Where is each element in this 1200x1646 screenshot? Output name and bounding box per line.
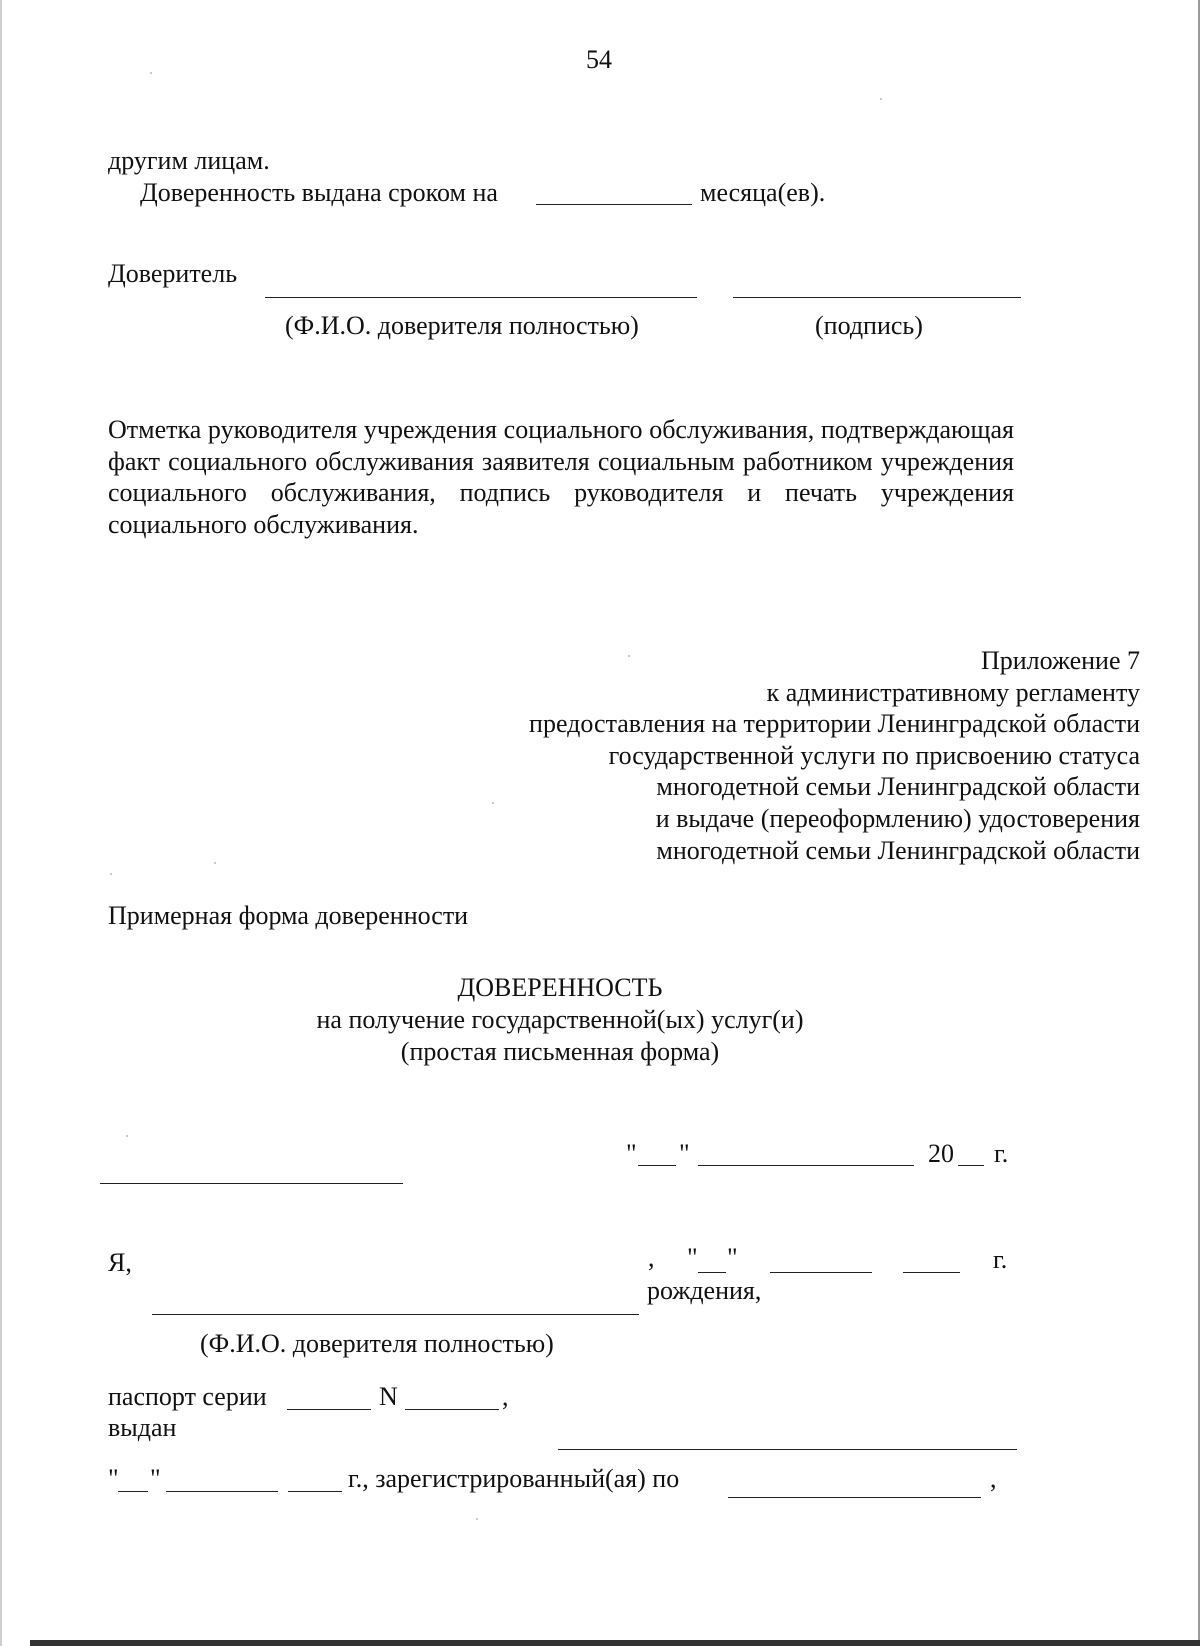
text-others: другим лицам. — [108, 146, 270, 175]
principal-fio-blank[interactable] — [265, 297, 697, 298]
scan-speck — [214, 862, 216, 864]
birth-month-blank[interactable] — [770, 1272, 872, 1273]
registration-end-comma: , — [990, 1464, 997, 1493]
document-title: ДОВЕРЕННОСТЬ — [457, 973, 663, 1002]
social-service-note: Отметка руководителя учреждения социального обслуживания, подтверждающая факт социального обслуживания заявителя социальным работником учреждения социального обслуживания, подпись руководителя и печать учреждения социального обслуживания. — [108, 415, 1014, 539]
identity-i-label: Я, — [108, 1248, 132, 1277]
text-term-prefix: Доверенность выдана сроком на — [140, 178, 498, 207]
principal-signature-blank[interactable] — [733, 297, 1021, 298]
issue-year-blank[interactable] — [288, 1491, 342, 1492]
principal-fio-caption: (Ф.И.О. доверителя полностью) — [285, 311, 639, 340]
registration-address-blank[interactable] — [728, 1497, 981, 1498]
issue-month-blank[interactable] — [166, 1491, 278, 1492]
passport-issued-blank[interactable] — [558, 1449, 1017, 1450]
identity-fio-blank[interactable] — [152, 1314, 639, 1315]
registration-text: г., зарегистрированный(ая) по — [348, 1464, 680, 1493]
annex-line: государственной услуги по присвоению статуса — [608, 740, 1140, 770]
birth-year-suffix: г. — [993, 1245, 1008, 1274]
issue-quote-open: " — [108, 1464, 119, 1493]
form-label: Примерная форма доверенности — [108, 901, 469, 930]
text-term-suffix: месяца(ев). — [700, 178, 826, 207]
date-day-blank[interactable] — [638, 1165, 676, 1166]
place-blank[interactable] — [100, 1183, 403, 1184]
date-year-blank[interactable] — [958, 1165, 984, 1166]
passport-number-label: N — [379, 1382, 398, 1411]
date-year-suffix: г. — [994, 1139, 1009, 1168]
passport-comma: , — [502, 1382, 509, 1411]
page-bottom-edge — [30, 1640, 1200, 1646]
birth-quote-open: " — [687, 1243, 698, 1272]
passport-series-label: паспорт серии — [108, 1382, 267, 1411]
principal-signature-caption: (подпись) — [815, 311, 923, 340]
issue-day-blank[interactable] — [118, 1491, 148, 1492]
passport-issued-label: выдан — [108, 1413, 177, 1442]
document-form-type: (простая письменная форма) — [400, 1037, 720, 1066]
scan-speck — [126, 1135, 128, 1137]
passport-number-blank[interactable] — [405, 1409, 499, 1410]
issue-quote-close: " — [150, 1464, 161, 1493]
document-subtitle: на получение государственной(ых) услуг(и) — [316, 1005, 804, 1034]
scan-speck — [628, 655, 630, 657]
birth-word: рождения, — [647, 1276, 762, 1305]
birth-year-blank[interactable] — [903, 1272, 960, 1273]
page-left-edge — [0, 0, 2, 1646]
term-months-blank[interactable] — [536, 204, 692, 205]
annex-line: к административному регламенту — [766, 677, 1140, 707]
date-quote-open: " — [626, 1139, 637, 1168]
annex-line: многодетной семьи Ленинградской области — [656, 835, 1140, 865]
identity-comma: , — [648, 1243, 655, 1272]
passport-series-blank[interactable] — [287, 1409, 371, 1410]
birth-quote-close: " — [727, 1243, 738, 1272]
birth-day-blank[interactable] — [698, 1272, 726, 1273]
scan-speck — [492, 802, 494, 804]
annex-header — [440, 645, 1140, 866]
annex-line: многодетной семьи Ленинградской области — [656, 772, 1140, 802]
identity-fio-caption: (Ф.И.О. доверителя полностью) — [200, 1329, 554, 1358]
annex-line: и выдаче (переоформлению) удостоверения — [655, 803, 1140, 833]
scan-speck — [150, 72, 152, 74]
scan-speck — [880, 98, 882, 100]
annex-line: Приложение 7 — [980, 646, 1140, 675]
date-month-blank[interactable] — [698, 1165, 914, 1166]
principal-label: Доверитель — [108, 259, 238, 288]
scan-speck — [476, 1518, 478, 1520]
page-number: 54 — [586, 45, 612, 74]
date-year-prefix: 20 — [928, 1139, 954, 1168]
scan-speck — [110, 873, 112, 875]
date-quote-close: " — [679, 1139, 690, 1168]
annex-line: предоставления на территории Ленинградской области — [529, 709, 1140, 739]
